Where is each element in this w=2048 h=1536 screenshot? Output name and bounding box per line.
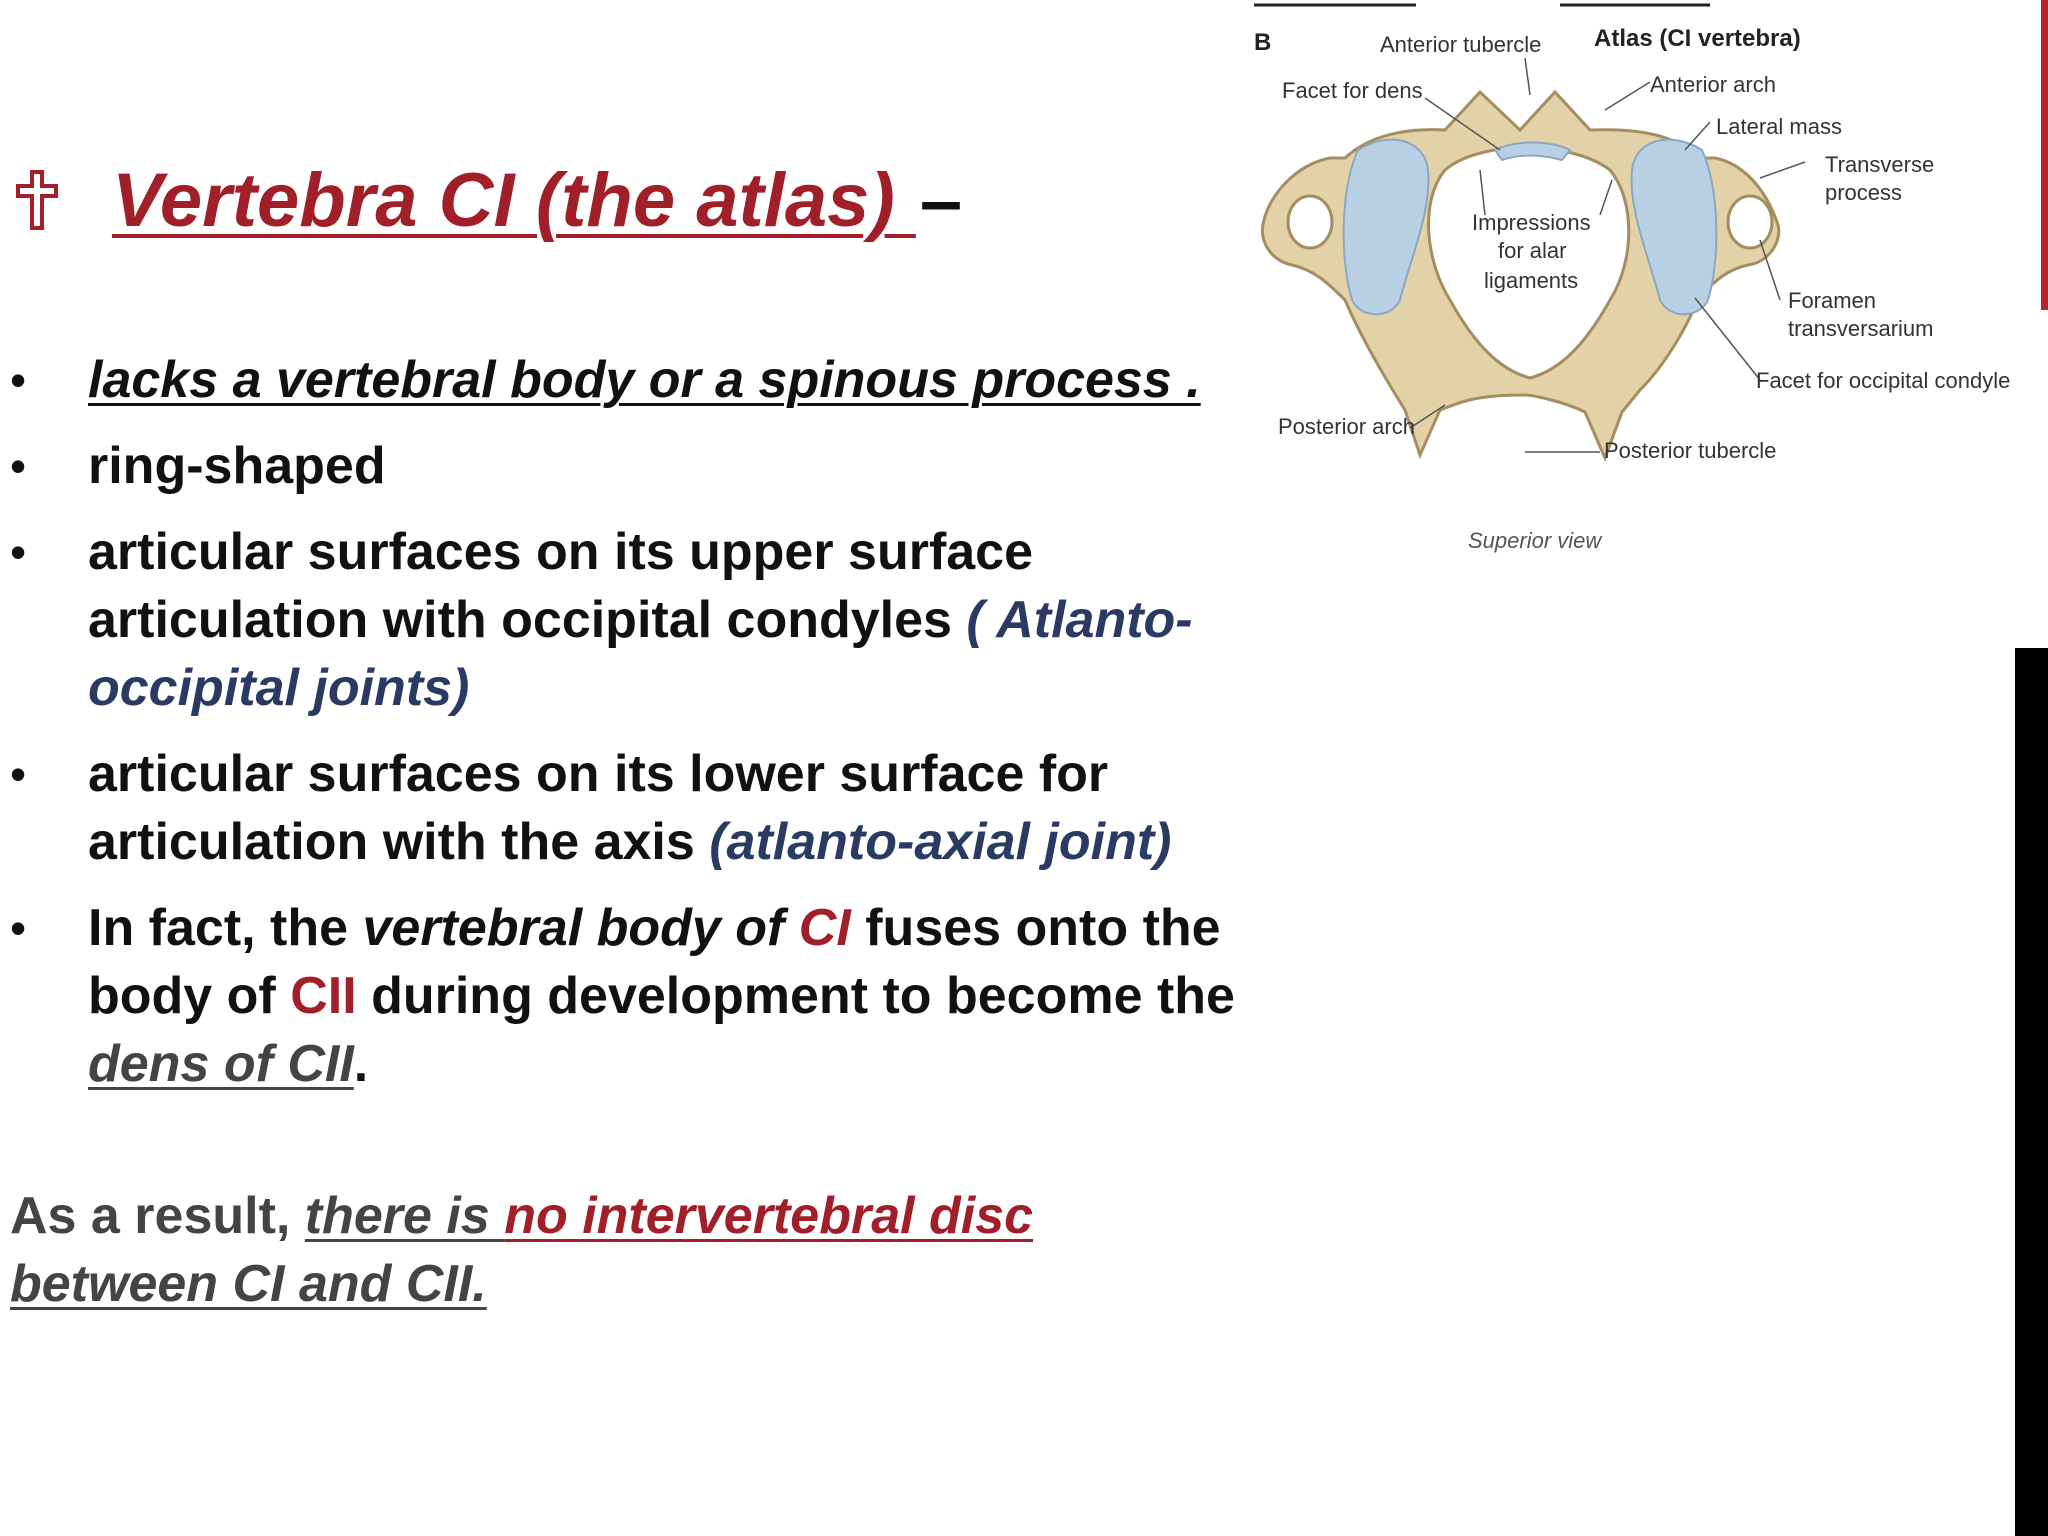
conclusion-part-3: between CI and CII. [10,1255,487,1313]
list-item [0,346,1290,414]
label-impressions: for alar [1498,238,1567,263]
bullet-text: during development to become the [356,967,1235,1025]
bullet-period: . [353,1035,369,1093]
conclusion-prefix: As a result, [10,1187,305,1245]
atlas-vertebra-figure [1240,0,2020,580]
figure-caption: Superior view [1468,528,1602,553]
label-transverse-process: Transverse [1825,152,1935,177]
bullet-text: articular surfaces on its upper surface articulation with occipital condyles [88,523,1034,649]
label-posterior-tubercle: Posterior tubercle [1604,438,1777,463]
conclusion-text [10,1182,1210,1318]
bullet-dot: • [10,748,27,800]
cross-icon [14,170,60,230]
title-dash: – [919,157,963,243]
label-facet-occipital-condyle: Facet for occipital condyle [1756,368,2011,393]
label-facet-for-dens: Facet for dens [1282,78,1423,103]
title-row [14,150,962,250]
dens-term: dens of CII [88,1035,354,1093]
joint-name: (atlanto-axial joint) [709,813,1172,871]
list-item [0,740,1290,876]
edge-accent-red [2041,0,2048,310]
bullet-text: In fact, the [88,899,363,957]
bullet-list [0,346,1290,1116]
label-foramen-transversarium: transversarium [1788,316,1934,341]
list-item [0,432,1290,500]
bullet-text: ring-shaped [88,437,386,495]
edge-accent-black [2015,648,2048,1536]
label-anterior-tubercle: Anterior tubercle [1380,32,1542,57]
bullet-dot: • [10,902,27,954]
label-transverse-process: process [1825,180,1903,205]
vertebra-cii: CII [290,967,357,1025]
joint-name: ( Atlanto-occipital joints) [88,591,1193,717]
figure-panel-letter: B [1254,29,1272,56]
label-impressions: ligaments [1484,268,1579,293]
list-item [0,894,1290,1098]
bullet-dot: • [10,440,27,492]
bullet-dot: • [10,354,27,406]
emphasis-text: vertebral body of [362,899,799,957]
figure-heading: Atlas (CI vertebra) [1594,25,1801,52]
label-foramen-transversarium: Foramen [1788,288,1877,313]
bullet-text: fuses onto the body of [88,899,1221,1025]
bullet-dot: • [10,526,27,578]
page-title: Vertebra CI (the atlas) [112,157,916,243]
bullet-text: articular surfaces on its lower surface for articulation with the axis [88,745,1109,871]
bullet-text: lacks a vertebral body or a spinous process . [88,351,1201,409]
conclusion-part-1: there is [304,1187,505,1245]
vertebra-ci: CI [798,899,851,957]
list-item [0,518,1290,722]
conclusion-part-2: no intervertebral disc [504,1187,1034,1245]
label-posterior-arch: Posterior arch [1278,414,1415,439]
label-anterior-arch: Anterior arch [1650,72,1776,97]
label-lateral-mass: Lateral mass [1716,114,1842,139]
label-impressions: Impressions [1472,210,1591,235]
